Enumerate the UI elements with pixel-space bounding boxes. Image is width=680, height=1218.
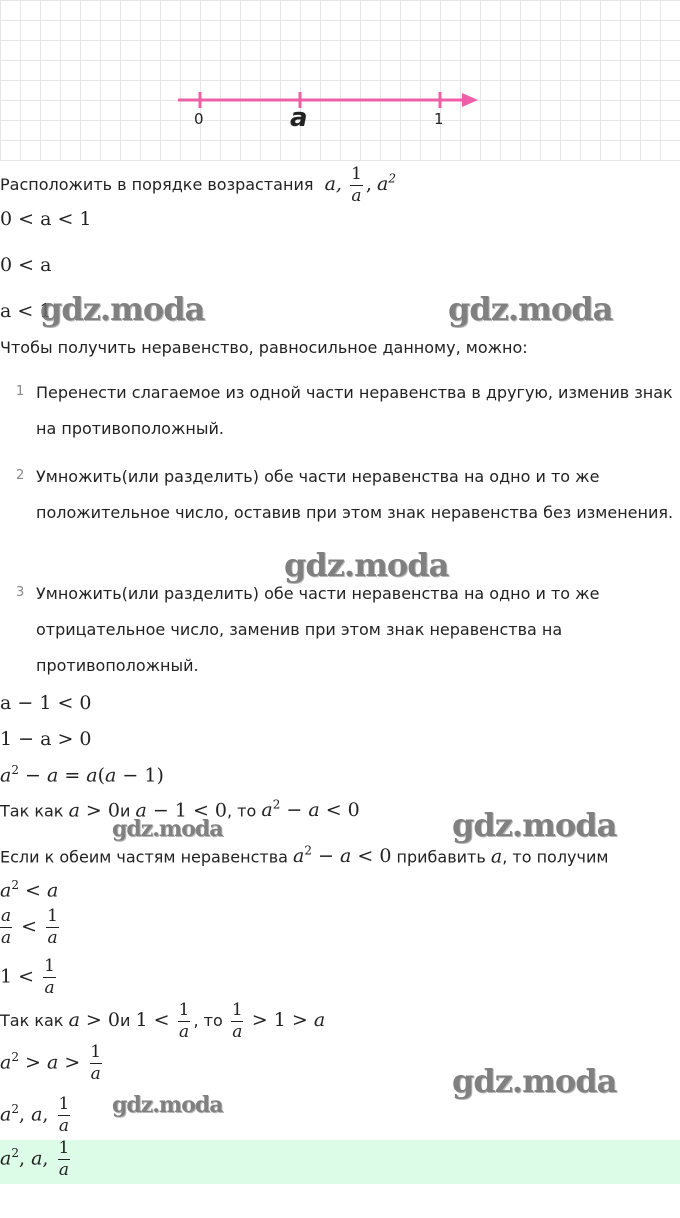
label-zero: 0 — [194, 110, 204, 128]
then-text: , то — [227, 801, 257, 821]
eq-order: $a^2 > a$ > $\frac{1}{a}$ — [0, 1042, 102, 1084]
task-line: Расположить в порядке возрастания a, $\frac{1}{a}$ , $a^2$ — [0, 164, 397, 206]
then-text: , то — [193, 1011, 223, 1030]
eq-one-lt: 1 < $\frac{1}{a}$ — [0, 956, 55, 998]
if-add-text: Если к обеим частям неравенства — [0, 847, 288, 867]
rule-text: Умножить(или разделить) обе части неравенства на одно и то же отрицательное число, заменив при этом знак неравенства на противоположный. — [36, 584, 600, 675]
rule-number: 3 — [16, 585, 25, 600]
rule-text: Перенести слагаемое из одной части неравенства в другую, изменив знак на противоположный. — [36, 383, 673, 438]
watermark: gdz.moda — [40, 290, 205, 328]
answer-highlight — [0, 1140, 680, 1184]
since-line-1: Так как a > 0и a − 1 < 0, то $a^2 - a < 0$ — [0, 798, 360, 822]
rule-number: 1 — [16, 384, 25, 399]
eq-square-lt: $a^2 < a$ — [0, 878, 59, 902]
number-line-svg — [0, 0, 680, 160]
since-text: Так как — [0, 1011, 64, 1030]
rule-text: Умножить(или разделить) обе части неравенства на одно и то же положительное число, оставив при этом знак неравенства без изменения. — [36, 467, 674, 522]
intro-text: Чтобы получить неравенство, равносильное данному, можно: — [0, 338, 528, 357]
task-item-square: $a^2$ — [377, 171, 397, 195]
eq-1: a − 1 < 0 — [0, 692, 92, 714]
number-line-arrow — [462, 93, 478, 107]
watermark: gdz.moda — [112, 1092, 223, 1118]
get-text: , то получим — [502, 847, 609, 867]
task-prefix: Расположить в порядке возрастания — [0, 175, 314, 194]
watermark: gdz.moda — [284, 546, 449, 584]
eq-2: 1 − a > 0 — [0, 728, 92, 750]
watermark: gdz.moda — [112, 816, 223, 842]
if-add-line: Если к обеим частям неравенства $a^2 - a < 0$ прибавить a, то получим — [0, 844, 609, 868]
watermark: gdz.moda — [452, 1062, 617, 1100]
number-line-figure — [0, 0, 680, 161]
since-text: Так как — [0, 801, 64, 821]
step-1: 0 < a < 1 — [0, 208, 92, 230]
rule-number: 2 — [16, 468, 25, 483]
since-line-2: Так как a > 0и 1 < $\frac{1}{a}$ , то $\frac{1}{a}$ > 1 > a — [0, 1000, 326, 1042]
answer-line: $a^2$, a, $\frac{1}{a}$ — [0, 1094, 70, 1136]
task-item-a: a, — [318, 173, 342, 195]
eq-3: $a^2 - a = a(a - 1)$ — [0, 763, 164, 787]
final-answer: $a^2$, a, $\frac{1}{a}$ — [0, 1138, 70, 1180]
step-2: 0 < a — [0, 254, 52, 276]
eq-frac-lt: $\frac{a}{a}$ < $\frac{1}{a}$ — [1, 906, 58, 948]
watermark: gdz.moda — [448, 290, 613, 328]
add-text: прибавить — [396, 847, 486, 867]
watermark: gdz.moda — [452, 806, 617, 844]
and-text: и — [119, 1011, 131, 1030]
task-item-recip: $\frac{1}{a}$ — [351, 164, 362, 206]
label-one: 1 — [434, 110, 444, 128]
label-a: a — [290, 103, 308, 133]
and-text: и — [119, 801, 131, 821]
step-3: a < 1 — [0, 300, 52, 322]
